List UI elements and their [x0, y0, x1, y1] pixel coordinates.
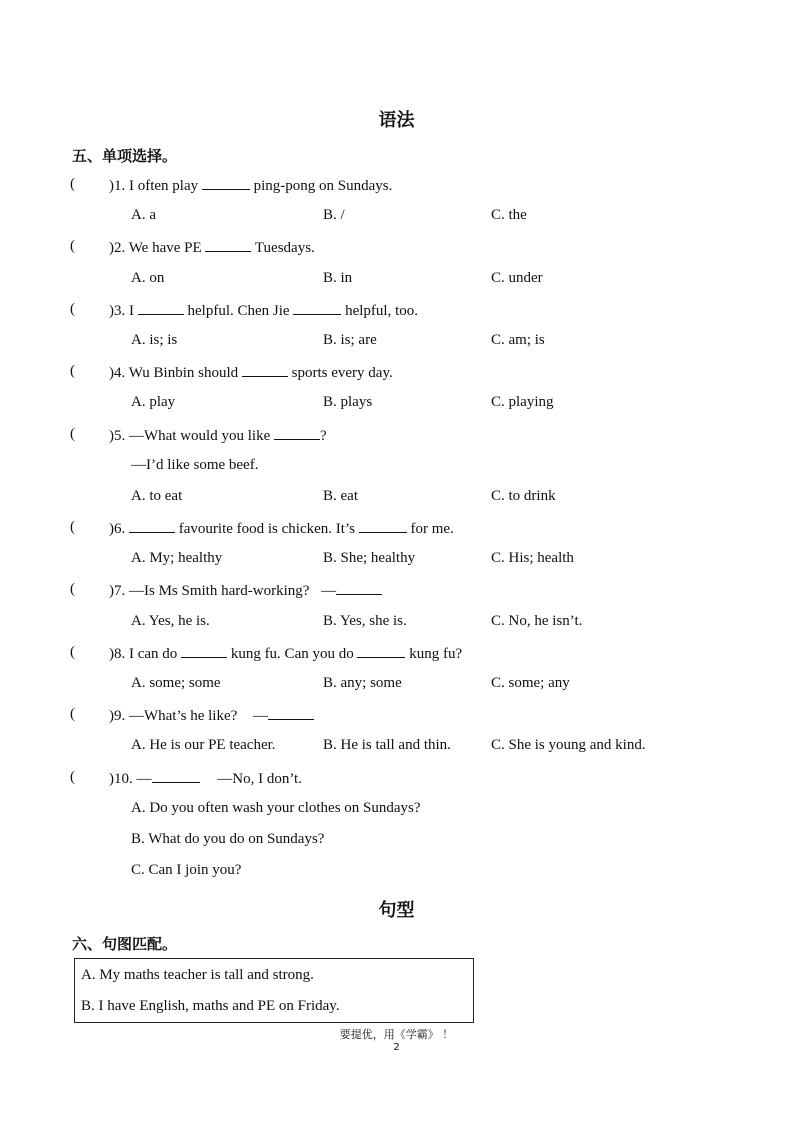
- q9-option-a: A. He is our PE teacher.: [131, 737, 276, 753]
- q8-option-a: A. some; some: [131, 675, 221, 691]
- q2-blank[interactable]: [205, 238, 251, 252]
- q1-option-b: B. /: [323, 207, 345, 223]
- q7-dash: —: [321, 583, 337, 599]
- q8-option-b: B. any; some: [323, 675, 402, 691]
- q10-text: )10. —: [109, 771, 152, 787]
- q1-stem: [109, 176, 392, 195]
- q6-stem: [109, 519, 454, 538]
- q9-paren: (: [70, 706, 75, 722]
- q6-text: )6.: [109, 521, 126, 537]
- q5-option-b: B. eat: [323, 488, 358, 504]
- q7-option-a: A. Yes, he is.: [131, 613, 210, 629]
- q4-text: )4. Wu Binbin should: [109, 365, 239, 381]
- q1-option-c: C. the: [491, 207, 527, 223]
- q2-text-after: Tuesdays.: [254, 240, 315, 256]
- q4-option-c: C. playing: [491, 394, 554, 410]
- q2-paren: (: [70, 238, 75, 254]
- q3-stem: [109, 301, 418, 320]
- q4-option-a: A. play: [131, 394, 176, 410]
- q7-stem: [109, 581, 382, 600]
- q9-option-b: B. He is tall and thin.: [323, 737, 451, 753]
- q1-option-a: A. a: [131, 207, 156, 223]
- q3-text-mid: helpful. Chen Jie: [187, 303, 290, 319]
- q7-paren: (: [70, 581, 75, 597]
- q5-answer-line: —I’d like some beef.: [131, 457, 259, 473]
- q2-stem: [109, 238, 315, 257]
- q5-option-a: A. to eat: [131, 488, 183, 504]
- q1-blank[interactable]: [202, 176, 250, 190]
- section-6-heading: 六、句图匹配。: [72, 935, 178, 953]
- q1-text-after: ping-pong on Sundays.: [253, 178, 393, 194]
- q10-stem: [109, 769, 302, 788]
- q2-option-a: A. on: [131, 270, 165, 286]
- q7-option-c: C. No, he isn’t.: [491, 613, 583, 629]
- footer-slogan: 要提优，用《学霸》 ！: [339, 1028, 454, 1041]
- q7-blank[interactable]: [336, 581, 382, 595]
- grammar-title: 语法: [378, 110, 415, 131]
- q8-option-c: C. some; any: [491, 675, 570, 691]
- q1-paren: (: [70, 176, 75, 192]
- q8-blank-2[interactable]: [357, 644, 405, 658]
- q6-blank-1[interactable]: [129, 519, 175, 533]
- q5-option-c: C. to drink: [491, 488, 556, 504]
- q4-stem: [109, 363, 393, 382]
- q3-option-a: A. is; is: [131, 332, 178, 348]
- q2-option-b: B. in: [323, 270, 353, 286]
- q6-option-a: A. My; healthy: [131, 550, 223, 566]
- q10-option-b: B. What do you do on Sundays?: [131, 831, 325, 847]
- q10-paren: (: [70, 769, 75, 785]
- q9-option-c: C. She is young and kind.: [491, 737, 646, 753]
- q6-blank-2[interactable]: [359, 519, 407, 533]
- q8-stem: [109, 644, 462, 663]
- q3-blank-2[interactable]: [293, 301, 341, 315]
- q4-option-b: B. plays: [323, 394, 373, 410]
- q10-blank[interactable]: [152, 769, 200, 783]
- q9-text: )9. —What’s he like?: [109, 708, 238, 724]
- q9-blank[interactable]: [268, 706, 314, 720]
- q5-blank[interactable]: [274, 426, 320, 440]
- q10-text-after: —No, I don’t.: [217, 771, 302, 787]
- sentence-a: A. My maths teacher is tall and strong.: [81, 967, 314, 983]
- q6-option-c: C. His; health: [491, 550, 574, 566]
- q3-option-c: C. am; is: [491, 332, 545, 348]
- q9-dash: —: [253, 708, 269, 724]
- q5-paren: (: [70, 426, 75, 442]
- q1-text: )1. I often play: [109, 178, 199, 194]
- q4-paren: (: [70, 363, 75, 379]
- q4-blank[interactable]: [242, 363, 288, 377]
- page-number: 2: [393, 1042, 400, 1053]
- sentence-title: 句型: [378, 900, 415, 921]
- q6-option-b: B. She; healthy: [323, 550, 416, 566]
- sentence-b: B. I have English, maths and PE on Friday.: [81, 998, 340, 1014]
- q8-paren: (: [70, 644, 75, 660]
- q6-paren: (: [70, 519, 75, 535]
- q8-text: )8. I can do: [109, 646, 178, 662]
- q4-text-after: sports every day.: [291, 365, 393, 381]
- q8-blank-1[interactable]: [181, 644, 227, 658]
- q2-option-c: C. under: [491, 270, 543, 286]
- q10-option-a: A. Do you often wash your clothes on Sundays?: [131, 800, 421, 816]
- q3-text-after: helpful, too.: [345, 303, 418, 319]
- q6-text-mid: favourite food is chicken. It’s: [178, 521, 355, 537]
- q5-stem: [109, 426, 327, 445]
- q10-option-c: C. Can I join you?: [131, 862, 242, 878]
- section-5-heading: 五、单项选择。: [72, 147, 178, 165]
- q3-paren: (: [70, 301, 75, 317]
- q3-option-b: B. is; are: [323, 332, 377, 348]
- q6-text-after: for me.: [410, 521, 454, 537]
- q8-text-mid: kung fu. Can you do: [230, 646, 354, 662]
- q2-text: )2. We have PE: [109, 240, 202, 256]
- q5-text: )5. —What would you like: [109, 428, 271, 444]
- q7-option-b: B. Yes, she is.: [323, 613, 407, 629]
- q8-text-after: kung fu?: [409, 646, 463, 662]
- q3-blank-1[interactable]: [138, 301, 184, 315]
- q5-text-after: ?: [319, 428, 327, 444]
- q9-stem: [109, 706, 314, 725]
- q7-text: )7. —Is Ms Smith hard-working?: [109, 583, 310, 599]
- q3-text: )3. I: [109, 303, 134, 319]
